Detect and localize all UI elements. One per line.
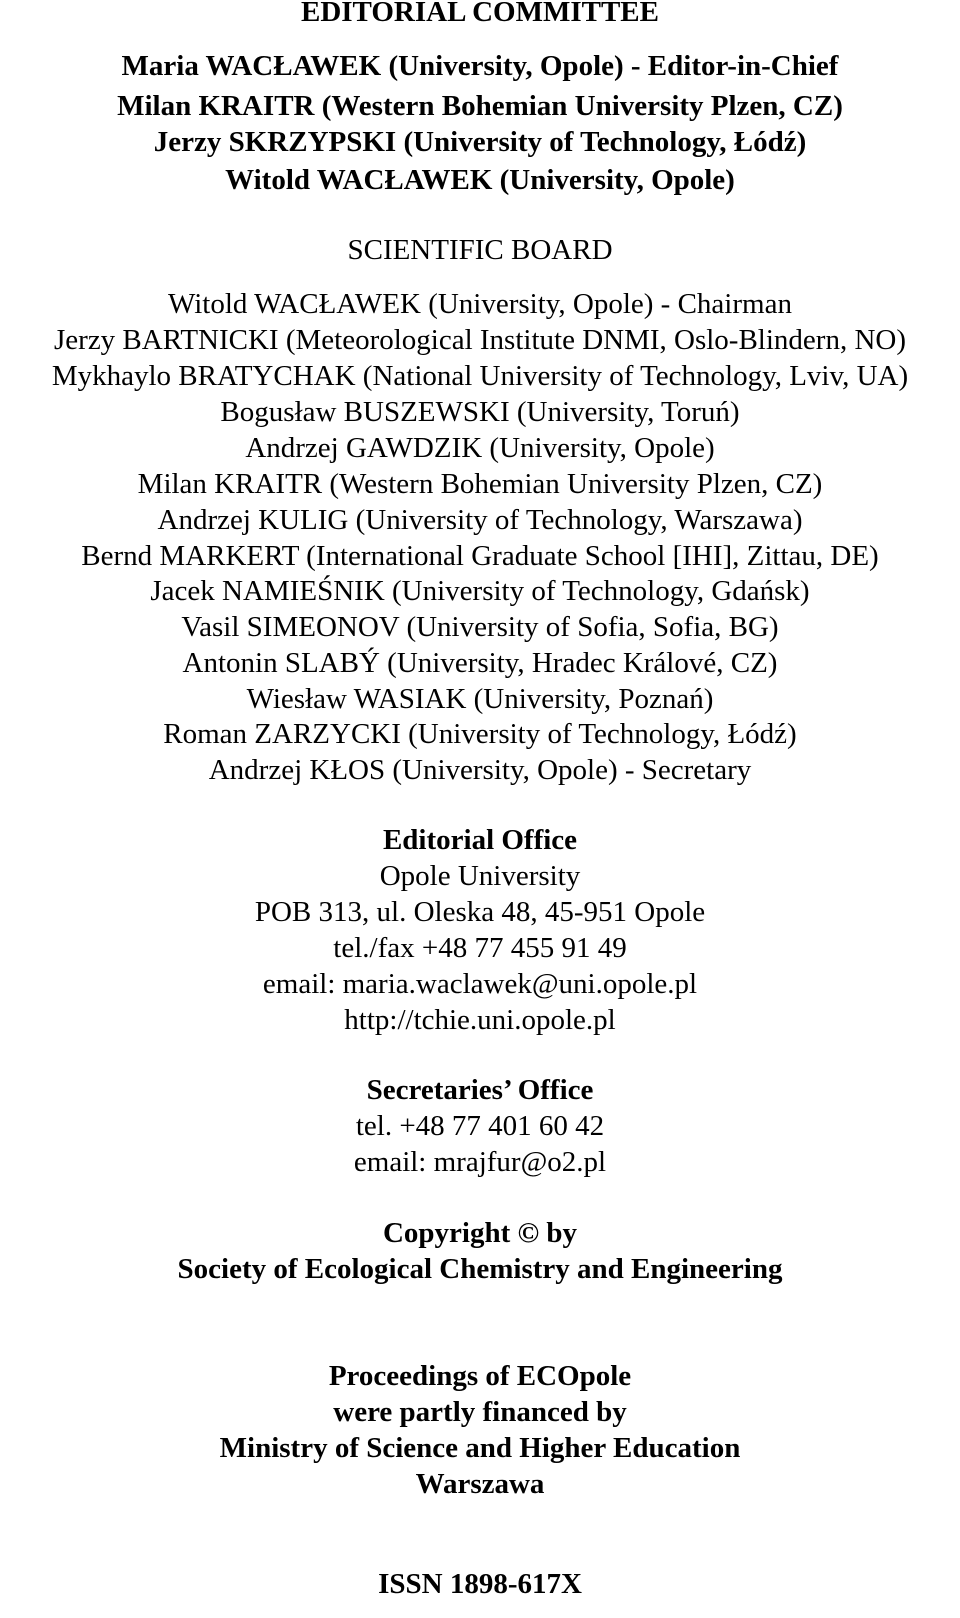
board-member: Wiesław WASIAK (University, Poznań)	[246, 683, 714, 715]
board-member: Jerzy BARTNICKI (Meteorological Institute DNMI, Oslo-Blindern, NO)	[54, 324, 906, 356]
funding-line: Warszawa	[415, 1468, 545, 1500]
scientific-board-heading: SCIENTIFIC BOARD	[347, 234, 613, 266]
board-member: Andrzej KULIG (University of Technology, Warszawa)	[157, 504, 803, 536]
board-member: Mykhaylo BRATYCHAK (National University of Technology, Lviv, UA)	[51, 360, 909, 392]
board-member: Andrzej GAWDZIK (University, Opole)	[245, 432, 715, 464]
copyright-line: Copyright © by	[382, 1217, 578, 1249]
board-member: Roman ZARZYCKI (University of Technology, Łódź)	[163, 718, 797, 750]
funding-line: Ministry of Science and Higher Education	[219, 1432, 741, 1464]
committee-member: Milan KRAITR (Western Bohemian University Plzen, CZ)	[117, 90, 843, 122]
funding-line: were partly financed by	[333, 1396, 627, 1428]
committee-member: Maria WACŁAWEK (University, Opole) - Editor-in-Chief	[121, 50, 839, 82]
board-member: Bogusław BUSZEWSKI (University, Toruń)	[220, 396, 740, 428]
office-phone: tel./fax +48 77 455 91 49	[333, 932, 627, 964]
board-member: Jacek NAMIEŚNIK (University of Technology, Gdańsk)	[150, 575, 810, 607]
secretaries-email: email: mrajfur@o2.pl	[353, 1146, 607, 1178]
board-member: Vasil SIMEONOV (University of Sofia, Sofia, BG)	[181, 611, 779, 643]
board-member: Milan KRAITR (Western Bohemian University Plzen, CZ)	[137, 468, 823, 500]
secretaries-phone: tel. +48 77 401 60 42	[355, 1110, 605, 1142]
secretaries-office-heading: Secretaries’ Office	[366, 1074, 594, 1106]
committee-member: Jerzy SKRZYPSKI (University of Technology, Łódź)	[153, 126, 807, 158]
issn-number: ISSN 1898-617X	[378, 1568, 582, 1600]
funding-line: Proceedings of ECOpole	[328, 1360, 632, 1392]
office-address: POB 313, ul. Oleska 48, 45-951 Opole	[254, 896, 706, 928]
copyright-holder: Society of Ecological Chemistry and Engineering	[177, 1253, 783, 1285]
board-member: Witold WACŁAWEK (University, Opole) - Chairman	[168, 288, 792, 320]
committee-member: Witold WACŁAWEK (University, Opole)	[225, 164, 735, 196]
office-email: email: maria.waclawek@uni.opole.pl	[262, 968, 698, 1000]
editorial-committee-heading: EDITORIAL COMMITTEE	[300, 0, 659, 28]
board-member: Antonin SLABÝ (University, Hradec Králové, CZ)	[182, 647, 778, 679]
board-member: Bernd MARKERT (International Graduate School [IHI], Zittau, DE)	[81, 540, 879, 572]
office-website: http://tchie.uni.opole.pl	[344, 1004, 616, 1036]
office-line: Opole University	[379, 860, 581, 892]
editorial-office-heading: Editorial Office	[382, 824, 578, 856]
board-member: Andrzej KŁOS (University, Opole) - Secretary	[208, 754, 752, 786]
